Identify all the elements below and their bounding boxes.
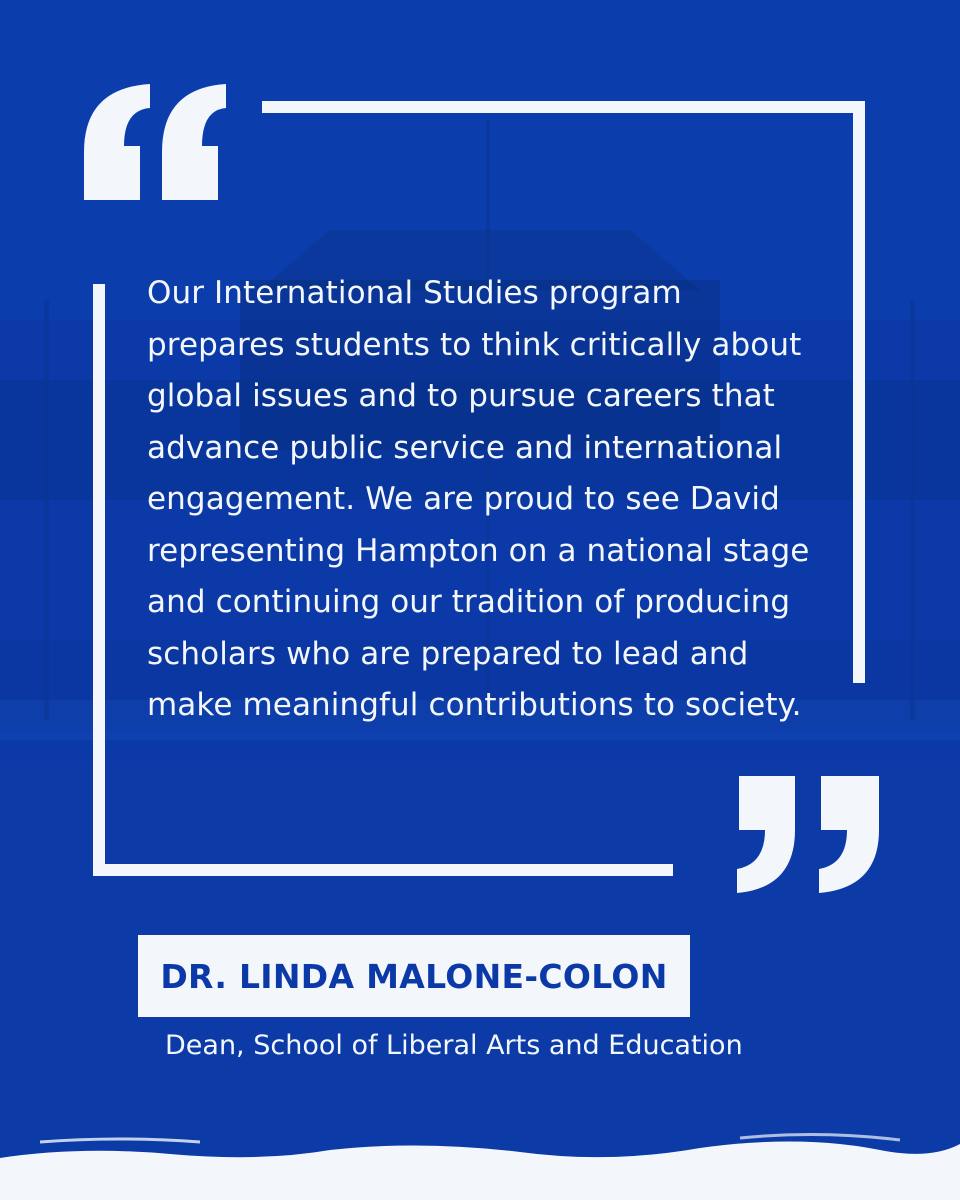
- bottom-brush-wave: [0, 1120, 960, 1200]
- open-quote-icon: [80, 82, 228, 200]
- close-quote-icon: [735, 776, 883, 894]
- frame-bottom-line: [93, 864, 673, 876]
- frame-left-line: [93, 284, 105, 876]
- quote-text: Our International Studies program prepares students to think critically about global issues and to pursue careers that advance public service and international engagement. We are proud to see David representing Hampton on a national stage and continuing our tradition of producing scholars who are prepared to lead and make meaningful contributions to society.: [147, 275, 810, 723]
- attribution-name-box: [138, 935, 690, 1017]
- frame-top-line: [262, 101, 865, 113]
- frame-right-line: [853, 101, 865, 683]
- attribution-name: DR. LINDA MALONE-COLON: [160, 956, 668, 996]
- attribution-title: Dean, School of Liberal Arts and Education: [165, 1030, 743, 1061]
